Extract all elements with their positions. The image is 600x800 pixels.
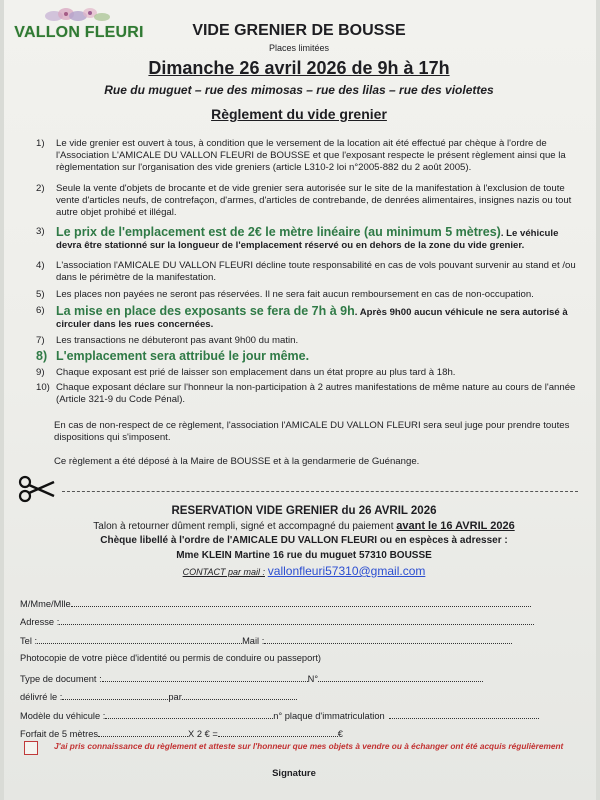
flyer-sheet — [4, 0, 596, 800]
rule-number: 9) — [36, 367, 45, 378]
adresse-label: Adresse : — [20, 617, 60, 627]
rule-number: 7) — [36, 335, 45, 346]
type-document-field[interactable] — [20, 672, 483, 684]
talon-text: Talon à retourner dûment rempli, signé et accompagné du paiement — [93, 521, 394, 532]
delivre-label: délivré le : — [20, 692, 63, 702]
rule-text: Seule la vente d'objets de brocante et de vide grenier sera autorisée sur le site de la manifestation à l'exclusion de toute vente d'articles neufs, de contrefaçon, d'armes, d'articles de contrebande, de denrées alimentaires, insignes nazis ou tout autre objet prohibé et illégal. — [56, 183, 572, 218]
tel-input[interactable] — [37, 634, 242, 644]
type-doc-label: Type de document : — [20, 674, 102, 684]
numero-input[interactable] — [318, 672, 483, 682]
page-title: VIDE GRENIER DE BOUSSE — [192, 22, 406, 39]
cheque-line: Chèque libellé à l'ordre de l'AMICALE DU VALLON FLEURI ou en espèces à adresser : — [100, 535, 508, 546]
rule-number: 8) — [36, 349, 48, 363]
rule-number: 6) — [36, 305, 45, 316]
address-line: Mme KLEIN Martine 16 rue du muguet 57310 BOUSSE — [176, 550, 432, 561]
rule-number: 5) — [36, 289, 45, 300]
rule-text: L'association l'AMICALE DU VALLON FLEURI décline toute responsabilité en cas de vols pouvant survenir au stand et /ou dans le périmètre de la manifestation. — [56, 260, 576, 283]
depose-paragraph: Ce règlement a été déposé à la Maire de BOUSSE et à la gendarmerie de Guénange. — [54, 456, 420, 467]
rule-number: 2) — [36, 183, 45, 194]
rule-text: Le vide grenier est ouvert à tous, à condition que le versement de la location ait été effectué par chèque à l'ordre de l'Association L'AMICALE DU VALLON FLEURI de BOUSSE et que l'exposant respecte le présent règlement ainsi que la règlementation sur l'organisation des vide greniers (article L310-2 loi n°2005-882 du 2 août 2005). — [56, 138, 566, 173]
delivre-input[interactable] — [62, 690, 168, 700]
scissors-icon — [18, 474, 56, 504]
immat-input[interactable] — [389, 709, 539, 719]
non-respect-paragraph: En cas de non-respect de ce règlement, l'association l'AMICALE DU VALLON FLEURI sera seul juge pour prendre toutes dispositions qui s'imposent. — [54, 420, 570, 443]
cut-line — [62, 491, 578, 492]
numero-label: N° — [307, 674, 319, 684]
modele-label: Modèle du véhicule : — [20, 711, 106, 721]
logo-text: VALLON FLEURI — [14, 24, 144, 41]
rule-text: Chaque exposant déclare sur l'honneur la non-participation à 2 autres manifestations de même nature au cours de l'année (Article 321-9 du Code Pénal). — [56, 382, 576, 405]
par-input[interactable] — [182, 690, 297, 700]
talon-line — [44, 520, 564, 533]
forfait-label: Forfait de 5 mètres — [20, 729, 99, 739]
rule-text: . Le véhicule devra être stationné sur la longueur de l'emplacement réservé ou en dehors de la zone du vide grenier. — [56, 228, 559, 251]
adresse-field[interactable] — [20, 615, 534, 627]
places-limitees: Places limitées — [268, 43, 330, 53]
mail-label: Mail : — [242, 636, 265, 646]
event-streets: Rue du muguet – rue des mimosas – rue des lilas – rue des violettes — [104, 83, 494, 97]
rule-number: 10) — [36, 382, 50, 393]
rule-number: 4) — [36, 260, 45, 271]
euro-label: € — [337, 729, 343, 739]
name-field[interactable] — [20, 597, 531, 609]
immat-label: n° plaque d'immatriculation — [273, 711, 385, 721]
attestation-text: J'ai pris connaissance du règlement et atteste sur l'honneur que mes objets à vendre ou à échanger ont été acquis régulièrement — [54, 741, 564, 751]
modele-input[interactable] — [105, 709, 273, 719]
rule-highlight: Le prix de l'emplacement est de 2€ le mètre linéaire (au minimum 5 mètres) — [56, 225, 501, 239]
rule-highlight: L'emplacement sera attribué le jour même. — [56, 349, 310, 363]
reservation-title: RESERVATION VIDE GRENIER du 26 AVRIL 2026 — [171, 505, 437, 517]
name-label: M/Mme/Mlle — [20, 599, 71, 609]
contact-line — [44, 565, 564, 579]
rule-number: 1) — [36, 138, 45, 149]
tel-field[interactable] — [20, 634, 512, 646]
photocopie-text: Photocopie de votre pièce d'identité ou permis de conduire ou passeport) — [20, 653, 322, 663]
contact-label: CONTACT par mail : — [182, 567, 265, 577]
total-input[interactable] — [218, 727, 338, 737]
x2-label: X 2 € = — [188, 729, 218, 739]
vehicule-field[interactable] — [20, 709, 539, 721]
rule-highlight: La mise en place des exposants se fera de 7h à 9h — [56, 304, 355, 318]
attestation-checkbox[interactable] — [24, 741, 38, 755]
rule-text: Les transactions ne débuteront pas avant 9h00 du matin. — [56, 335, 299, 346]
rule-text: Les places non payées ne seront pas réservées. Il ne sera fait aucun remboursement en cas de non-occupation. — [56, 289, 534, 300]
name-input[interactable] — [71, 597, 531, 607]
forfait-field[interactable] — [20, 727, 343, 739]
adresse-input[interactable] — [59, 615, 534, 625]
tel-label: Tel : — [20, 636, 38, 646]
par-label: par — [168, 692, 182, 702]
event-date: Dimanche 26 avril 2026 de 9h à 17h — [148, 58, 450, 78]
signature-label: Signature — [272, 768, 316, 779]
rule-text: Chaque exposant est prié de laisser son emplacement dans un état propre au plus tard à 18h. — [56, 367, 456, 378]
vallon-fleuri-logo — [14, 4, 144, 48]
contact-email-link[interactable]: vallonfleuri57310@gmail.com — [267, 564, 426, 578]
rule-text: . Après 9h00 aucun véhicule ne sera autorisé à circuler dans les rues concernées. — [56, 307, 568, 330]
forfait-input[interactable] — [98, 727, 188, 737]
deadline-text: avant le 16 AVRIL 2026 — [396, 520, 515, 532]
delivre-field[interactable] — [20, 690, 297, 702]
rule-number: 3) — [36, 226, 45, 237]
type-doc-input[interactable] — [102, 672, 308, 682]
reglement-title: Règlement du vide grenier — [211, 106, 387, 122]
mail-input[interactable] — [264, 634, 512, 644]
